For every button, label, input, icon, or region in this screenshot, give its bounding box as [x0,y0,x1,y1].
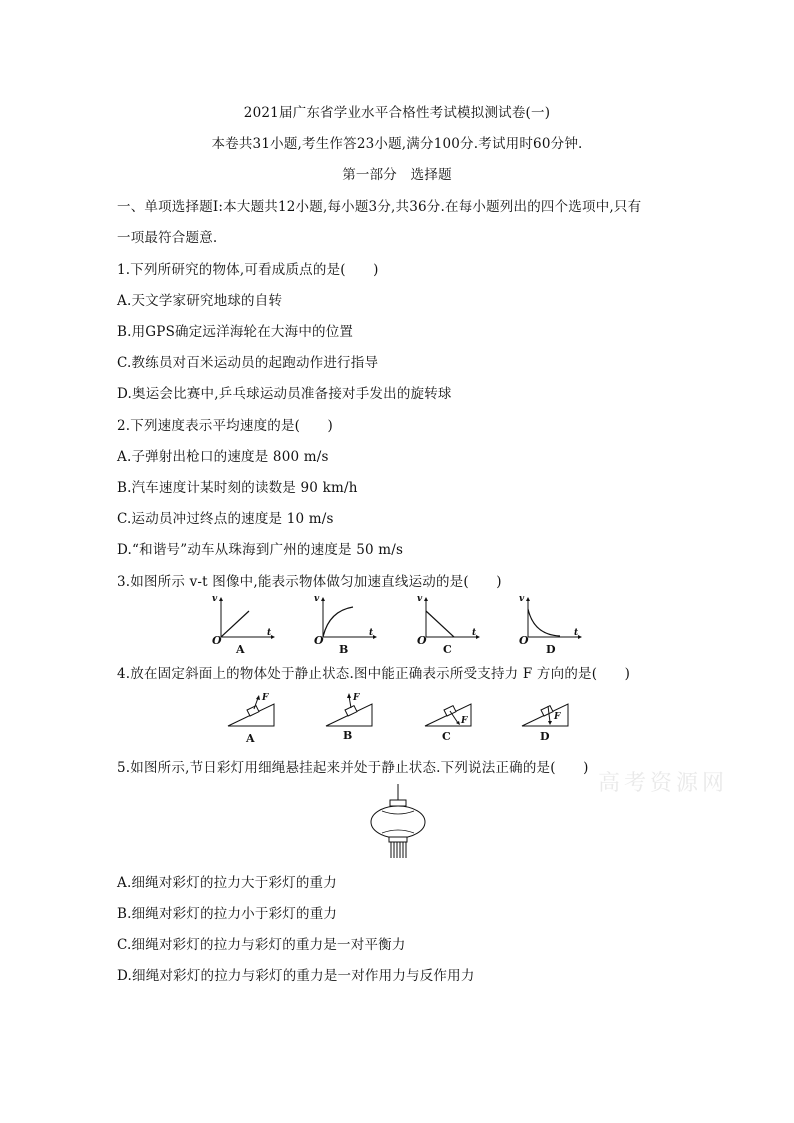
question-2-stem: 2.下列速度表示平均速度的是( ) [117,418,334,434]
question-3-stem: 3.如图所示 v-t 图像中,能表示物体做匀加速直线运动的是( ) [117,574,502,590]
vt-graph-d-plot [520,597,580,642]
vt-graph-b-v-label: v [314,594,320,604]
incline-b-drawing [326,694,376,728]
vt-graph-c-origin: O [417,634,427,647]
vt-graph-b-t-label: t [369,628,374,638]
question-5-option-d: D.细绳对彩灯的拉力与彩灯的重力是一对作用力与反作用力 [117,968,475,984]
question-1-option-d: D.奥运会比赛中,乒乓球运动员准备接对手发出的旋转球 [117,386,452,402]
incline-a-drawing [228,694,278,728]
incline-c-drawing [425,694,475,728]
question-5-option-c: C.细绳对彩灯的拉力与彩灯的重力是一对平衡力 [117,937,406,953]
question-2-option-c: C.运动员冲过终点的速度是 10 m/s [117,511,334,527]
vt-graph-d-v-label: v [519,594,525,604]
incline-c-force-label: F [461,716,468,726]
question-1-stem: 1.下列所研究的物体,可看成质点的是( ) [117,262,379,278]
question-2-option-d: D.“和谐号”动车从珠海到广州的速度是 50 m/s [117,542,404,558]
incline-a-force-label: F [262,693,269,703]
incline-b-force-label: F [353,693,360,703]
vt-graph-a-origin: O [212,634,222,647]
vt-graph-b-plot [315,597,375,642]
lantern-drawing [368,784,428,864]
question-1-option-a: A.天文学家研究地球的自转 [117,293,283,309]
vt-graph-c-v-label: v [417,594,423,604]
section-intro-line2: 一项最符合题意. [117,230,218,246]
vt-graph-b-label: B [339,643,349,656]
incline-d-drawing [522,694,572,728]
incline-d-force-label: F [554,712,561,722]
question-5-option-b: B.细绳对彩灯的拉力小于彩灯的重力 [117,906,338,922]
question-2-option-a: A.子弹射出枪口的速度是 800 m/s [117,449,329,465]
incline-b-label: B [343,729,353,742]
vt-graph-d-label: D [546,643,556,656]
section-intro-line1: 一、单项选择题Ⅰ:本大题共12小题,每小题3分,共36分.在每小题列出的四个选项中,只有 [117,199,642,215]
vt-graph-a-plot [213,597,273,642]
vt-graph-c-label: C [443,643,452,656]
vt-graph-b-origin: O [314,634,324,647]
vt-graph-a-label: A [236,643,245,656]
question-2-option-b: B.汽车速度计某时刻的读数是 90 km/h [117,480,358,496]
question-5-stem: 5.如图所示,节日彩灯用细绳悬挂起来并处于静止状态.下列说法正确的是( ) [117,760,589,776]
question-4-stem: 4.放在固定斜面上的物体处于静止状态.图中能正确表示所受支持力 F 方向的是( ) [117,666,631,682]
incline-a-label: A [246,732,255,745]
question-5-option-a: A.细绳对彩灯的拉力大于彩灯的重力 [117,875,337,891]
incline-d-label: D [540,730,550,743]
question-1-option-c: C.教练员对百米运动员的起跑动作进行指导 [117,355,379,371]
incline-c-label: C [442,730,451,743]
page-title: 2021届广东省学业水平合格性考试模拟测试卷(一) [243,105,551,121]
vt-graph-d-t-label: t [574,628,579,638]
vt-graph-a-t-label: t [267,628,272,638]
question-1-option-b: B.用GPS确定远洋海轮在大海中的位置 [117,324,354,340]
exam-instructions: 本卷共31小题,考生作答23小题,满分100分.考试用时60分钟. [211,136,583,152]
part-heading: 第一部分 选择题 [342,167,452,183]
vt-graph-c-t-label: t [472,628,477,638]
vt-graph-a-v-label: v [212,594,218,604]
vt-graph-d-origin: O [519,634,529,647]
vt-graph-c-plot [418,597,478,642]
watermark: 高考资源网 [598,771,729,796]
